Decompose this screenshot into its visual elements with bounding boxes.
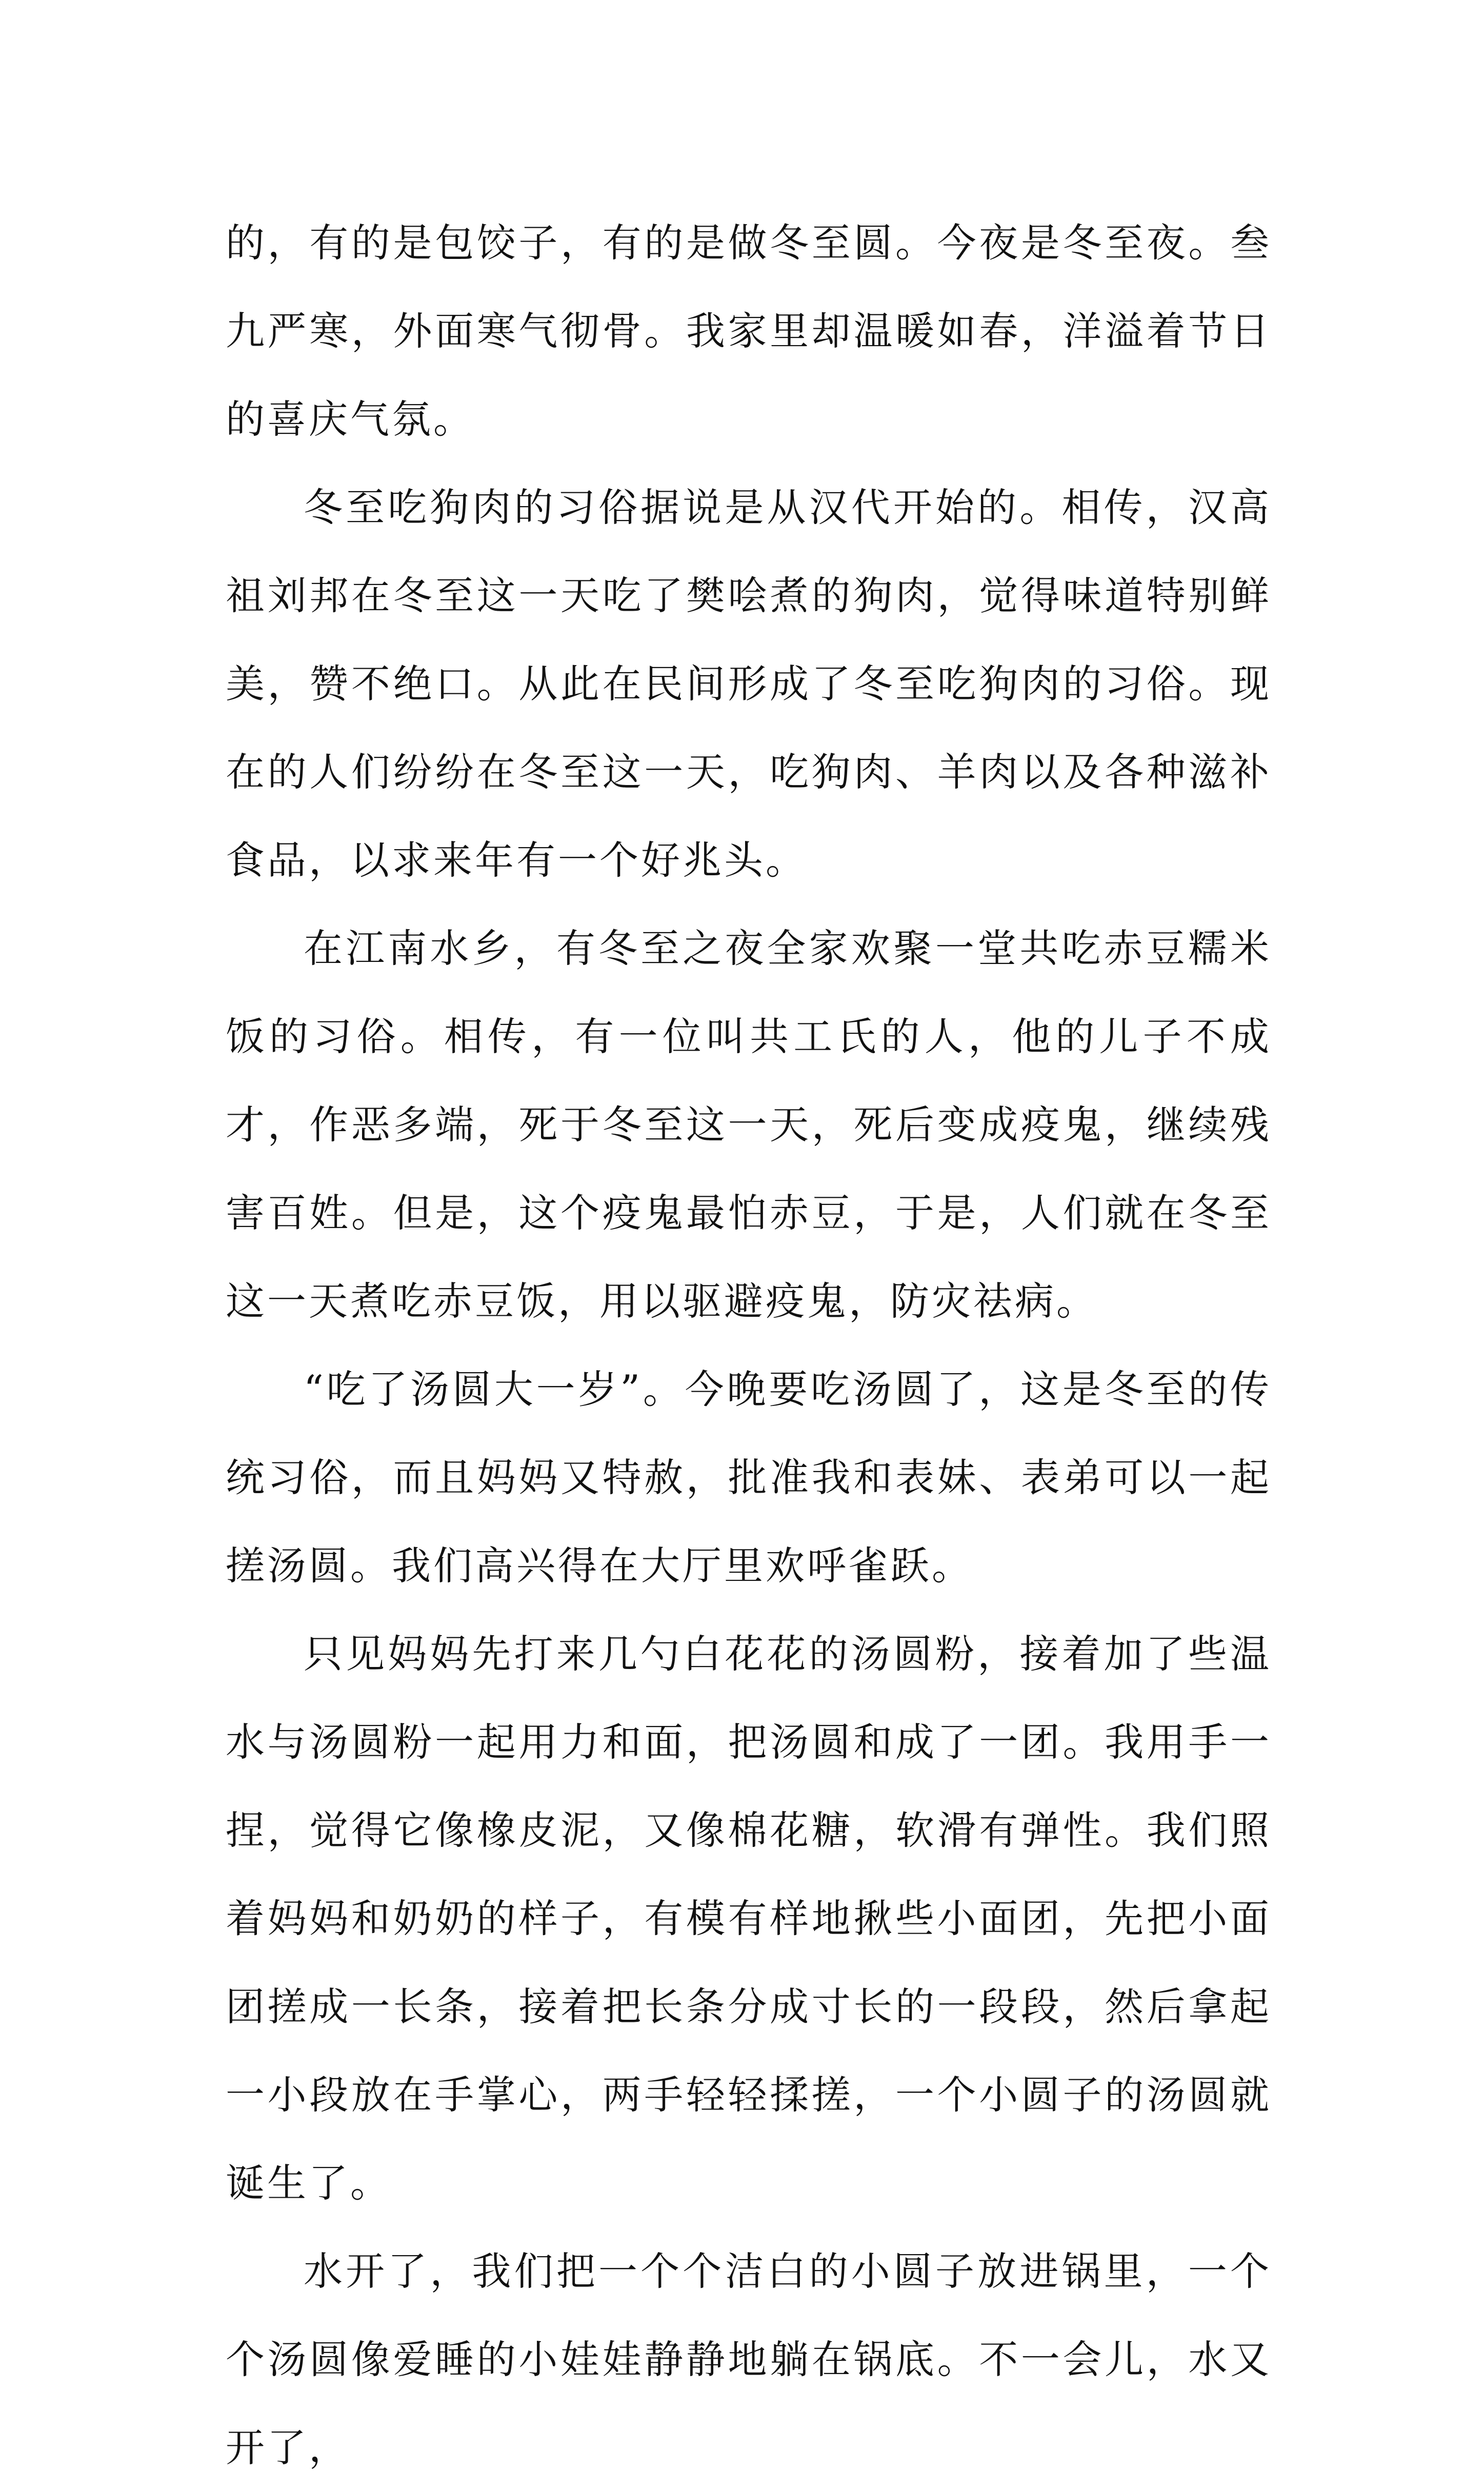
paragraph-continuation: 的，有的是包饺子，有的是做冬至圆。今夜是冬至夜。叁九严寒，外面寒气彻骨。我家里却温暖如春，洋溢着节日的喜庆气氛。 xyxy=(226,220,1272,442)
paragraph-tangyuan-tradition: “吃了汤圆大一岁”。今晚要吃汤圆了，这是冬至的传统习俗，而且妈妈又特赦，批准我和表妹、表弟可以一起搓汤圆。我们高兴得在大厅里欢呼雀跃。 xyxy=(226,1366,1272,1589)
paragraph-dog-meat-custom: 冬至吃狗肉的习俗据说是从汉代开始的。相传，汉高祖刘邦在冬至这一天吃了樊哙煮的狗肉，觉得味道特别鲜美，赞不绝口。从此在民间形成了冬至吃狗肉的习俗。现在的人们纷纷在冬至这一天，吃狗肉、羊肉以及各种滋补食品，以求来年有一个好兆头。 xyxy=(226,485,1272,883)
paragraph-red-bean-rice-custom: 在江南水乡，有冬至之夜全家欢聚一堂共吃赤豆糯米饭的习俗。相传，有一位叫共工氏的人，他的儿子不成才，作恶多端，死于冬至这一天，死后变成疫鬼，继续残害百姓。但是，这个疫鬼最怕赤豆，于是，人们就在冬至这一天煮吃赤豆饭，用以驱避疫鬼，防灾祛病。 xyxy=(226,926,1272,1324)
paragraph-cooking-tangyuan: 水开了，我们把一个个洁白的小圆子放进锅里，一个个汤圆像爱睡的小娃娃静静地躺在锅底。不一会儿，水又开了， xyxy=(226,2248,1272,2470)
document-body xyxy=(226,199,1272,2492)
paragraph-making-tangyuan: 只见妈妈先打来几勺白花花的汤圆粉，接着加了些温水与汤圆粉一起用力和面，把汤圆和成了一团。我用手一捏，觉得它像橡皮泥，又像棉花糖，软滑有弹性。我们照着妈妈和奶奶的样子，有模有样地揪些小面团，先把小面团搓成一长条，接着把长条分成寸长的一段段，然后拿起一小段放在手掌心，两手轻轻揉搓，一个小圆子的汤圆就诞生了。 xyxy=(226,1631,1272,2206)
